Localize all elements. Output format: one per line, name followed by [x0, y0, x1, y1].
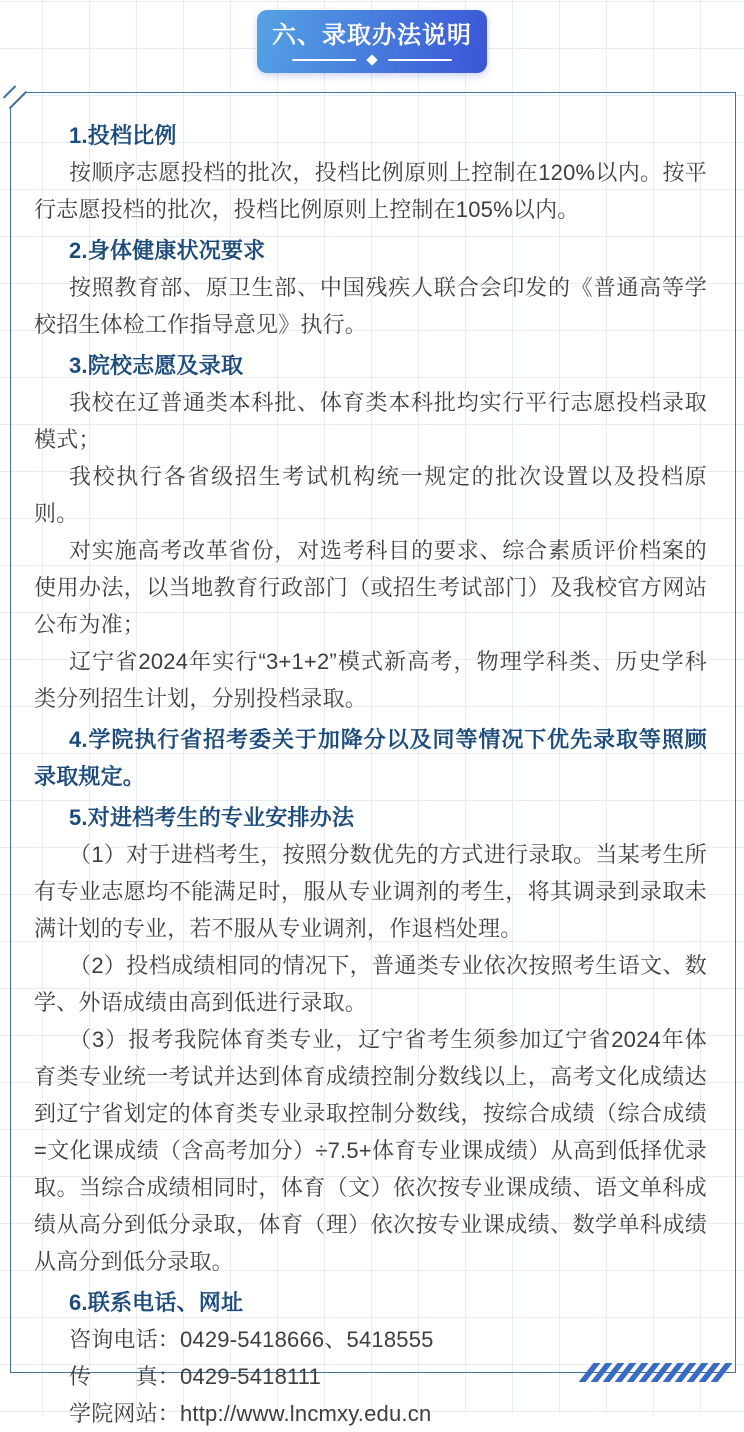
contact-line: 咨询电话：0429-5418666、5418555 — [69, 1327, 434, 1352]
contact-line: 传 真：0429-5418111 — [69, 1364, 322, 1389]
section-heading: 1.投档比例 — [69, 123, 177, 148]
decor-line-right — [388, 59, 452, 61]
badge-underline-decor — [292, 56, 452, 64]
section-heading: 5.对进档考生的专业安排办法 — [69, 805, 355, 830]
contact-line: 学院网站：http://www.lncmxy.edu.cn — [69, 1401, 432, 1426]
section-heading: 4.学院执行省招考委关于加降分以及同等情况下优先录取等照顾录取规定。 — [34, 727, 707, 789]
paragraph: 我校在辽普通类本科批、体育类本科批均实行平行志愿投档录取模式； — [34, 390, 707, 452]
paragraph: （3）报考我院体育类专业，辽宁省考生须参加辽宁省2024年体育类专业统一考试并达到体育成绩控制分数线以上，高考文化成绩达到辽宁省划定的体育类专业录取控制分数线，按综合成绩（综合成绩=文化课成绩（含高考加分）÷7.5+体育专业课成绩）从高到低择优录取。当综合成绩相同时，体育（文）依次按专业课成绩、语文单科成绩从高分到低分录取，体育（理）依次按专业课成绩、数学单科成绩从高分到低分录取。 — [34, 1027, 707, 1274]
section-title-badge — [257, 10, 487, 73]
decor-line-left — [292, 59, 356, 61]
slash-stripes-decor — [586, 1363, 725, 1382]
section-heading: 3.院校志愿及录取 — [69, 353, 244, 378]
paragraph: 按照教育部、原卫生部、中国残疾人联合会印发的《普通高等学校招生体检工作指导意见》执行。 — [34, 275, 707, 337]
content-card — [10, 92, 736, 1426]
paragraph: （1）对于进档考生，按照分数优先的方式进行录取。当某考生所有专业志愿均不能满足时，服从专业调剂的考生，将其调录到录取未满计划的专业，若不服从专业调剂，作退档处理。 — [34, 842, 707, 941]
paragraph: 辽宁省2024年实行“3+1+2”模式新高考，物理学科类、历史学科类分列招生计划，分别投档录取。 — [34, 649, 707, 711]
paragraph: （2）投档成绩相同的情况下，普通类专业依次按照考生语文、数学、外语成绩由高到低进行录取。 — [34, 953, 707, 1015]
paragraph: 按顺序志愿投档的批次，投档比例原则上控制在120%以内。按平行志愿投档的批次，投档比例原则上控制在105%以内。 — [34, 160, 707, 222]
section-heading: 6.联系电话、网址 — [69, 1290, 244, 1315]
paragraph: 我校执行各省级招生考试机构统一规定的批次设置以及投档原则。 — [34, 464, 707, 526]
paragraph: 对实施高考改革省份，对选考科目的要求、综合素质评价档案的使用办法，以当地教育行政部门（或招生考试部门）及我校官方网站公布为准； — [34, 538, 707, 637]
content-body — [11, 93, 735, 1426]
page-title: 六、录取办法说明 — [272, 21, 472, 49]
diamond-icon — [366, 54, 377, 65]
section-heading: 2.身体健康状况要求 — [69, 238, 266, 263]
